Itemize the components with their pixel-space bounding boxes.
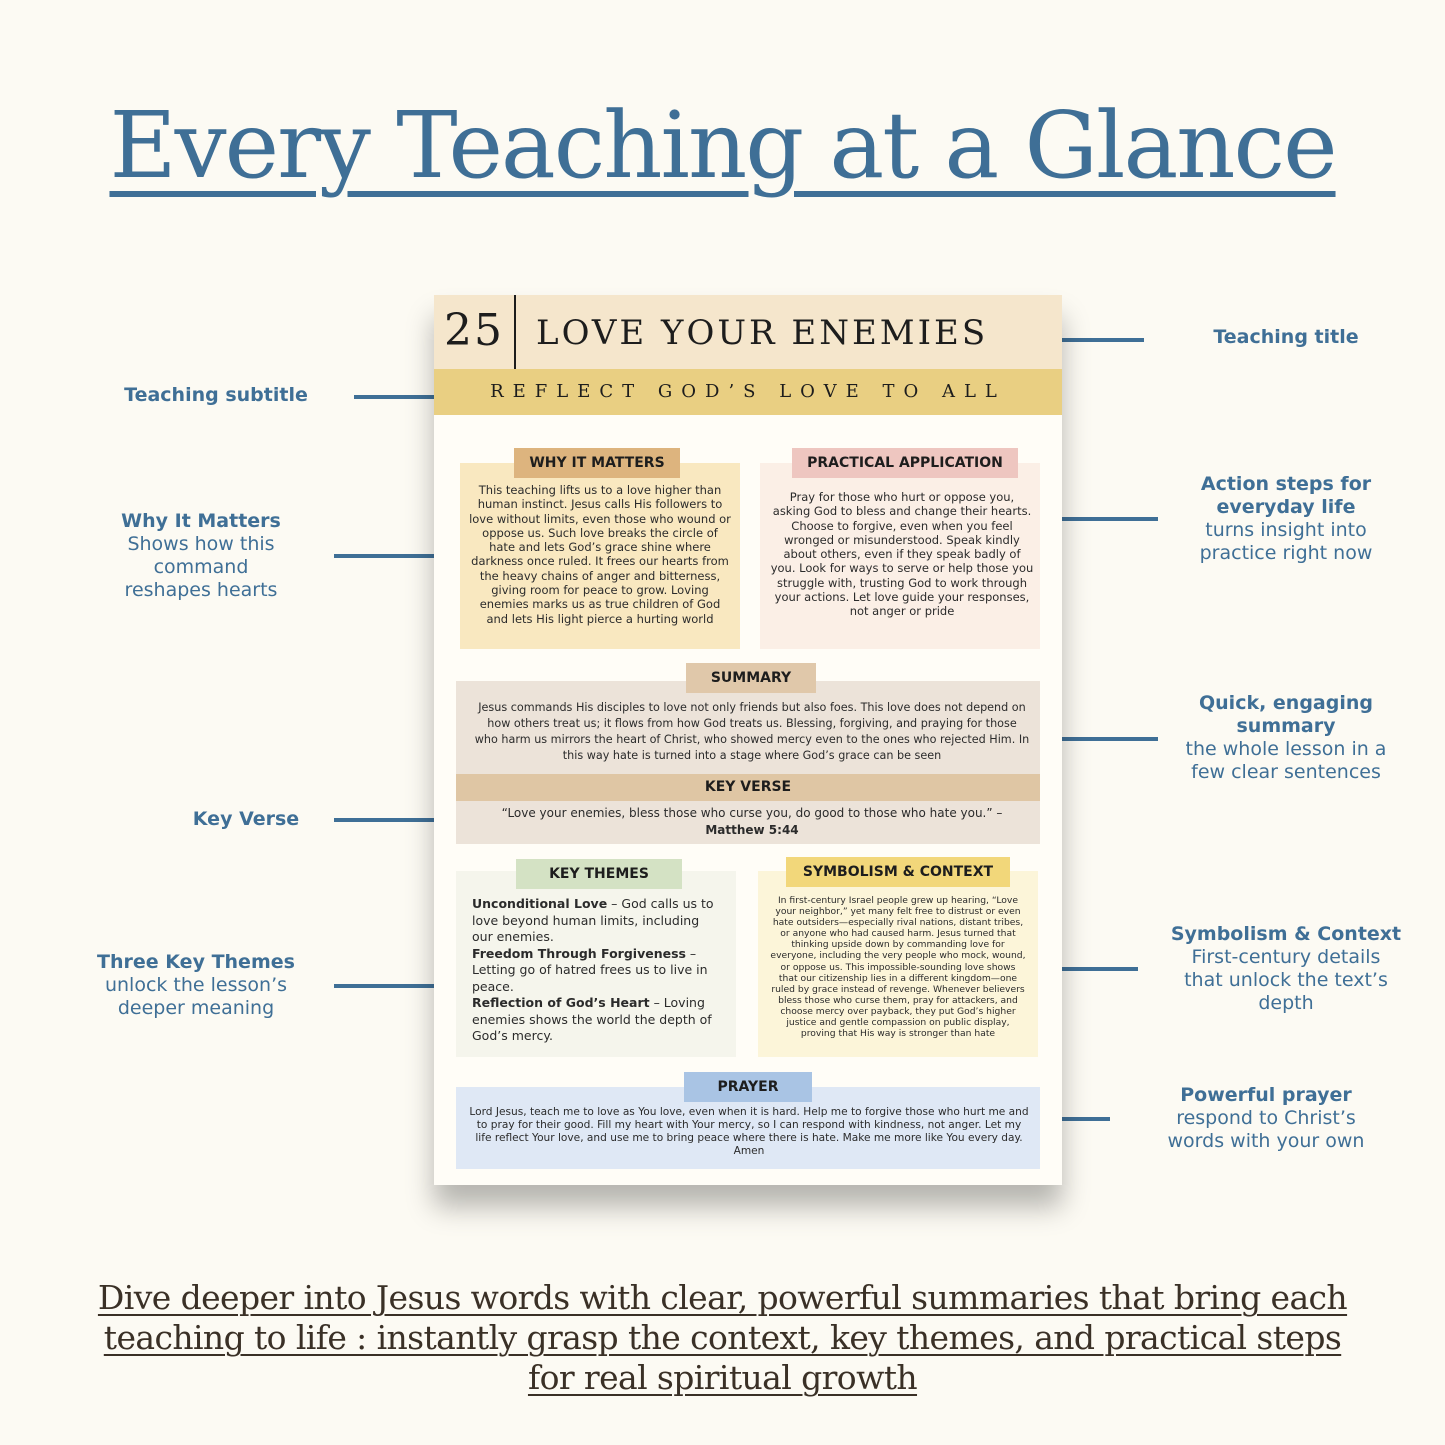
callout-symbolism [1160,923,1412,1015]
connector-line [1062,517,1158,521]
callout-subtitle: practice right now [1199,542,1373,564]
callout-title: Teaching subtitle [124,384,308,406]
connector-line [1062,967,1138,971]
symbolism-label: SYMBOLISM & CONTEXT [786,857,1010,887]
theme-text: – Letting go of hatred frees us to live in peace. [472,945,708,994]
callout-title: Teaching title [1213,326,1359,348]
callout-subtitle: few clear sentences [1191,761,1381,783]
callout-action-steps [1166,473,1406,565]
teaching-subtitle-bar [434,369,1062,415]
callout-subtitle: that unlock the text’s [1184,969,1388,991]
callout-subtitle: reshapes hearts [124,579,278,601]
connector-line [1062,338,1144,342]
summary-text: Jesus commands His disciples to love not only friends but also foes. This love does not depend on how others treat us; it flows from how God treats us. Blessing, forgiving, and praying for those who harm us mirrors the heart of Christ, who showed mercy even to the ones who rejected Him. In this way hate is turned into a stage where God’s grace can be seen [474,701,1030,762]
callout-teaching-title [1176,326,1396,349]
key-themes-label: KEY THEMES [516,859,682,889]
callout-subtitle: Shows how this [127,533,275,555]
callout-teaching-subtitle [100,384,332,407]
callout-subtitle: command [153,556,249,578]
callout-title: Three Key Themes [97,951,295,973]
connector-line [334,554,434,558]
callout-prayer [1150,1084,1382,1153]
header-divider [514,295,516,369]
footer-tagline: Dive deeper into Jesus words with clear, powerful summaries that bring each teaching to life : instantly grasp the context, key themes, and practical steps for real spiritual growth [97,1278,1348,1397]
prayer-label: PRAYER [684,1072,812,1102]
callout-title: everyday life [1216,496,1356,518]
callout-why-it-matters [96,510,306,602]
callout-subtitle: deeper meaning [117,997,275,1019]
theme-text: – God calls us to love beyond human limits, including our enemies. [472,896,714,944]
theme-item [472,995,722,1045]
page-headline: Every Teaching at a Glance [109,92,1336,199]
theme-item [472,896,722,946]
teaching-subtitle: REFLECT GOD’S LOVE TO ALL [490,381,1006,402]
practical-application-text: Pray for those who hurt or oppose you, asking God to bless and change their hearts. Choose to forgive, even when you feel wronged or misunderstood. Speak kindly about others, even if they speak badly of you. Look for ways to serve or help those you struggle with, trusting God to work through your actions. Let love guide your responses, not anger or pride [770,490,1034,619]
callout-title: summary [1236,715,1336,737]
connector-line [354,395,434,399]
callout-title: Powerful prayer [1180,1084,1352,1106]
callout-title: Quick, engaging [1199,692,1373,714]
why-it-matters-text: This teaching lifts us to a love higher than human instinct. Jesus calls His followers to love without limits, even those who wound or oppose us. Such love breaks the circle of hate and lets God’s grace shine where darkness once ruled. It frees our hearts from the heavy chains of anger and bitterness, giving room for peace to grow. Loving enemies marks us as true children of God and lets His light pierce a hurting world [469,483,731,626]
key-verse-label: KEY VERSE [704,779,792,795]
callout-subtitle: the whole lesson in a [1185,738,1387,760]
connector-line [334,818,434,822]
prayer-text: Lord Jesus, teach me to love as You love, even when it is hard. Help me to forgive those who hurt me and to pray for their good. Fill my heart with Your mercy, so I can respond with kindness, not anger. Let my life reflect Your love, and use me to bring peace where there is hate. Make me more like You every day. Amen [469,1106,1029,1157]
practical-application-label: PRACTICAL APPLICATION [792,448,1018,478]
callout-subtitle: words with your own [1167,1130,1365,1152]
theme-name: Unconditional Love [472,896,608,911]
callout-title: Key Verse [192,808,300,830]
key-verse-reference: Matthew 5:44 [705,823,799,837]
teaching-header [434,295,1062,369]
theme-name: Freedom Through Forgiveness [472,945,686,961]
callout-subtitle: respond to Christ’s [1176,1107,1356,1129]
summary-label: SUMMARY [686,663,816,693]
callout-subtitle: depth [1258,992,1314,1014]
theme-name: Reflection of God’s Heart [472,995,650,1010]
callout-subtitle: turns insight into [1205,519,1367,541]
why-it-matters-label: WHY IT MATTERS [514,448,680,478]
connector-line [1062,1117,1110,1121]
callout-subtitle: First-century details [1191,946,1381,968]
connector-line [1062,737,1158,741]
callout-key-verse [160,808,332,831]
symbolism-text: In first-century Israel people grew up hearing, “Love your neighbor,” yet many felt free to distrust or even hate outsiders—especially rival nations, distant tribes, or anyone who had caused harm. Jesus turned that thinking upside down by commanding love for everyone, including the very people who mock, wound, or oppose us. This impossible-sounding love shows that our citizenship lies in a different kingdom—one ruled by grace instead of revenge. Whenever believers bless those who curse them, pray for attackers, and choose mercy over payback, they put God’s higher justice and gentle compassion on public display, proving that His way is stronger than hate [770,895,1026,1040]
key-verse-text: “Love your enemies, bless those who curse you, do good to those who hate you.” – [501,806,1003,820]
teaching-page [434,295,1062,1185]
callout-subtitle: unlock the lesson’s [104,974,288,996]
theme-text: – Loving enemies shows the world the depth of God’s mercy. [472,995,712,1043]
theme-item [472,946,722,996]
connector-line [334,984,434,988]
callout-title: Action steps for [1200,473,1372,495]
key-themes-list [472,896,722,1045]
callout-summary [1162,692,1410,784]
teaching-number: 25 [444,305,504,356]
teaching-title: LOVE YOUR ENEMIES [536,313,989,353]
callout-title: Symbolism & Context [1170,923,1402,945]
callout-title: Why It Matters [121,510,281,532]
callout-themes [84,951,308,1020]
